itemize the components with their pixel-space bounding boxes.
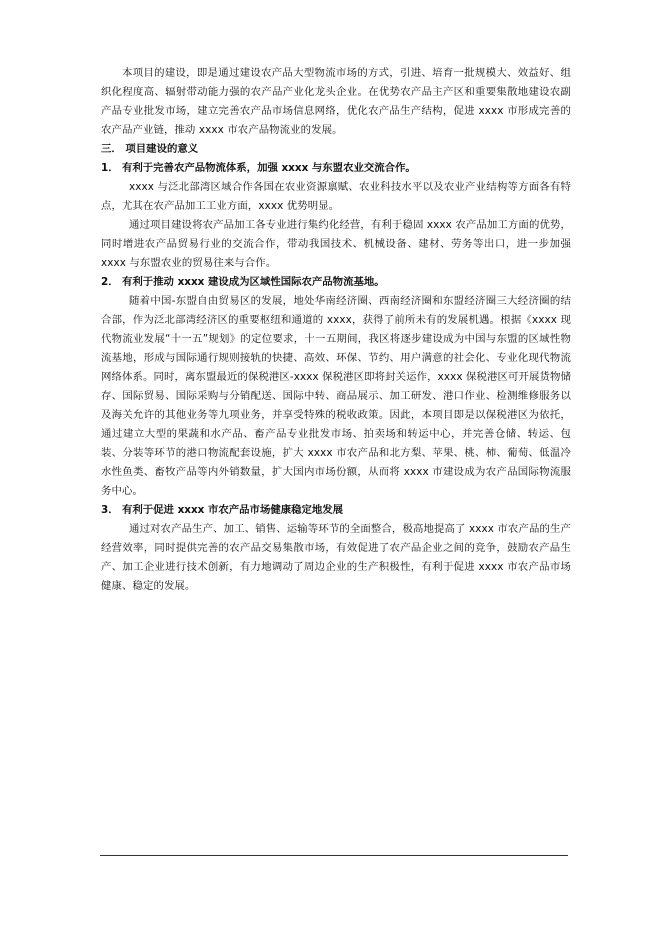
item-title: 有利于促进 xxxx 市农产品市场健康稳定地发展	[122, 504, 344, 516]
item-heading-1	[101, 159, 571, 178]
document-body	[101, 64, 571, 596]
item-number: 1．	[101, 162, 119, 174]
footer-divider	[100, 855, 568, 856]
item-3-paragraph-1: 通过对农产品生产、加工、销售、运输等环节的全面整合，极高地提高了 xxxx 市农产品的生产经营效率，同时提供完善的农产品交易集散市场，有效促进了农产品企业之间的竞争，鼓励农产品生产、加工企业进行技术创新，有力地调动了周边企业的生产积极性，有利于促进 xxxx 市农产品市场健康、稳定的发展。	[101, 523, 571, 592]
item-2-paragraph-1: 随着中国-东盟自由贸易区的发展，地处华南经济圈、西南经济圈和东盟经济圈三大经济圈的结合部，作为泛北部湾经济区的重要枢纽和通道的 xxxx，获得了前所未有的发展机遇。根据《xxxx 现代物流业发展“十一五”规划》的定位要求，十一五期间，我区将逐步建设成为中国与东盟的区域性物流基地，形成与国际通行规则接轨的快捷、高效、环保、节约、用户满意的社会化、专业化现代物流网络体系。同时，离东盟最近的保税港区-xxxx 保税港区即将封关运作，xxxx 保税港区可开展货物储存、国际贸易、国际采购与分销配送、国际中转、商品展示、加工研发、港口作业、检测维修服务以及海关允许的其他业务等九项业务，并享受特殊的税收政策。因此，本项目即是以保税港区为依托，通过建立大型的果蔬和水产品、畜产品专业批发市场、拍卖场和转运中心，并完善仓储、转运、包装、分装等环节的港口物流配套设施，扩大 xxxx 市农产品和北方梨、苹果、桃、柿、葡萄、低温冷水性鱼类、畜牧产品等内外销数量，扩大国内市场份额，从而将 xxxx 市建设成为农产品国际物流服务中心。	[101, 295, 571, 497]
item-number: 3．	[101, 504, 119, 516]
item-title: 有利于完善农产品物流体系，加强 xxxx 与东盟农业交流合作。	[122, 162, 416, 174]
item-heading-3	[101, 501, 571, 520]
item-1-paragraph-2: 通过项目建设将农产品加工各专业进行集约化经营，有利于稳固 xxxx 农产品加工方面的优势，同时增进农产品贸易行业的交流合作，带动我国技术、机械设备、建材、劳务等出口，进一步加强 xxxx 与东盟农业的贸易往来与合作。	[101, 219, 571, 269]
item-number: 2．	[101, 276, 119, 288]
item-heading-2	[101, 273, 571, 292]
intro-paragraph: 本项目的建设，即是通过建设农产品大型物流市场的方式，引进、培育一批规模大、效益好、组织化程度高、辐射带动能力强的农产品产业化龙头企业。在优势农产品主产区和重要集散地建设农副产品专业批发市场，建立完善农产品市场信息网络，优化农产品生产结构，促进 xxxx 市形成完善的农产品产业链，推动 xxxx 市农产品物流业的发展。	[101, 67, 571, 136]
item-title: 有利于推动 xxxx 建设成为区域性国际农产品物流基地。	[122, 276, 385, 288]
item-1-paragraph-1: xxxx 与泛北部湾区域合作各国在农业资源禀赋、农业科技水平以及农业产业结构等方面各有特点，尤其在农产品加工工业方面，xxxx 优势明显。	[101, 181, 571, 212]
section-heading: 三． 项目建设的意义	[101, 143, 199, 155]
